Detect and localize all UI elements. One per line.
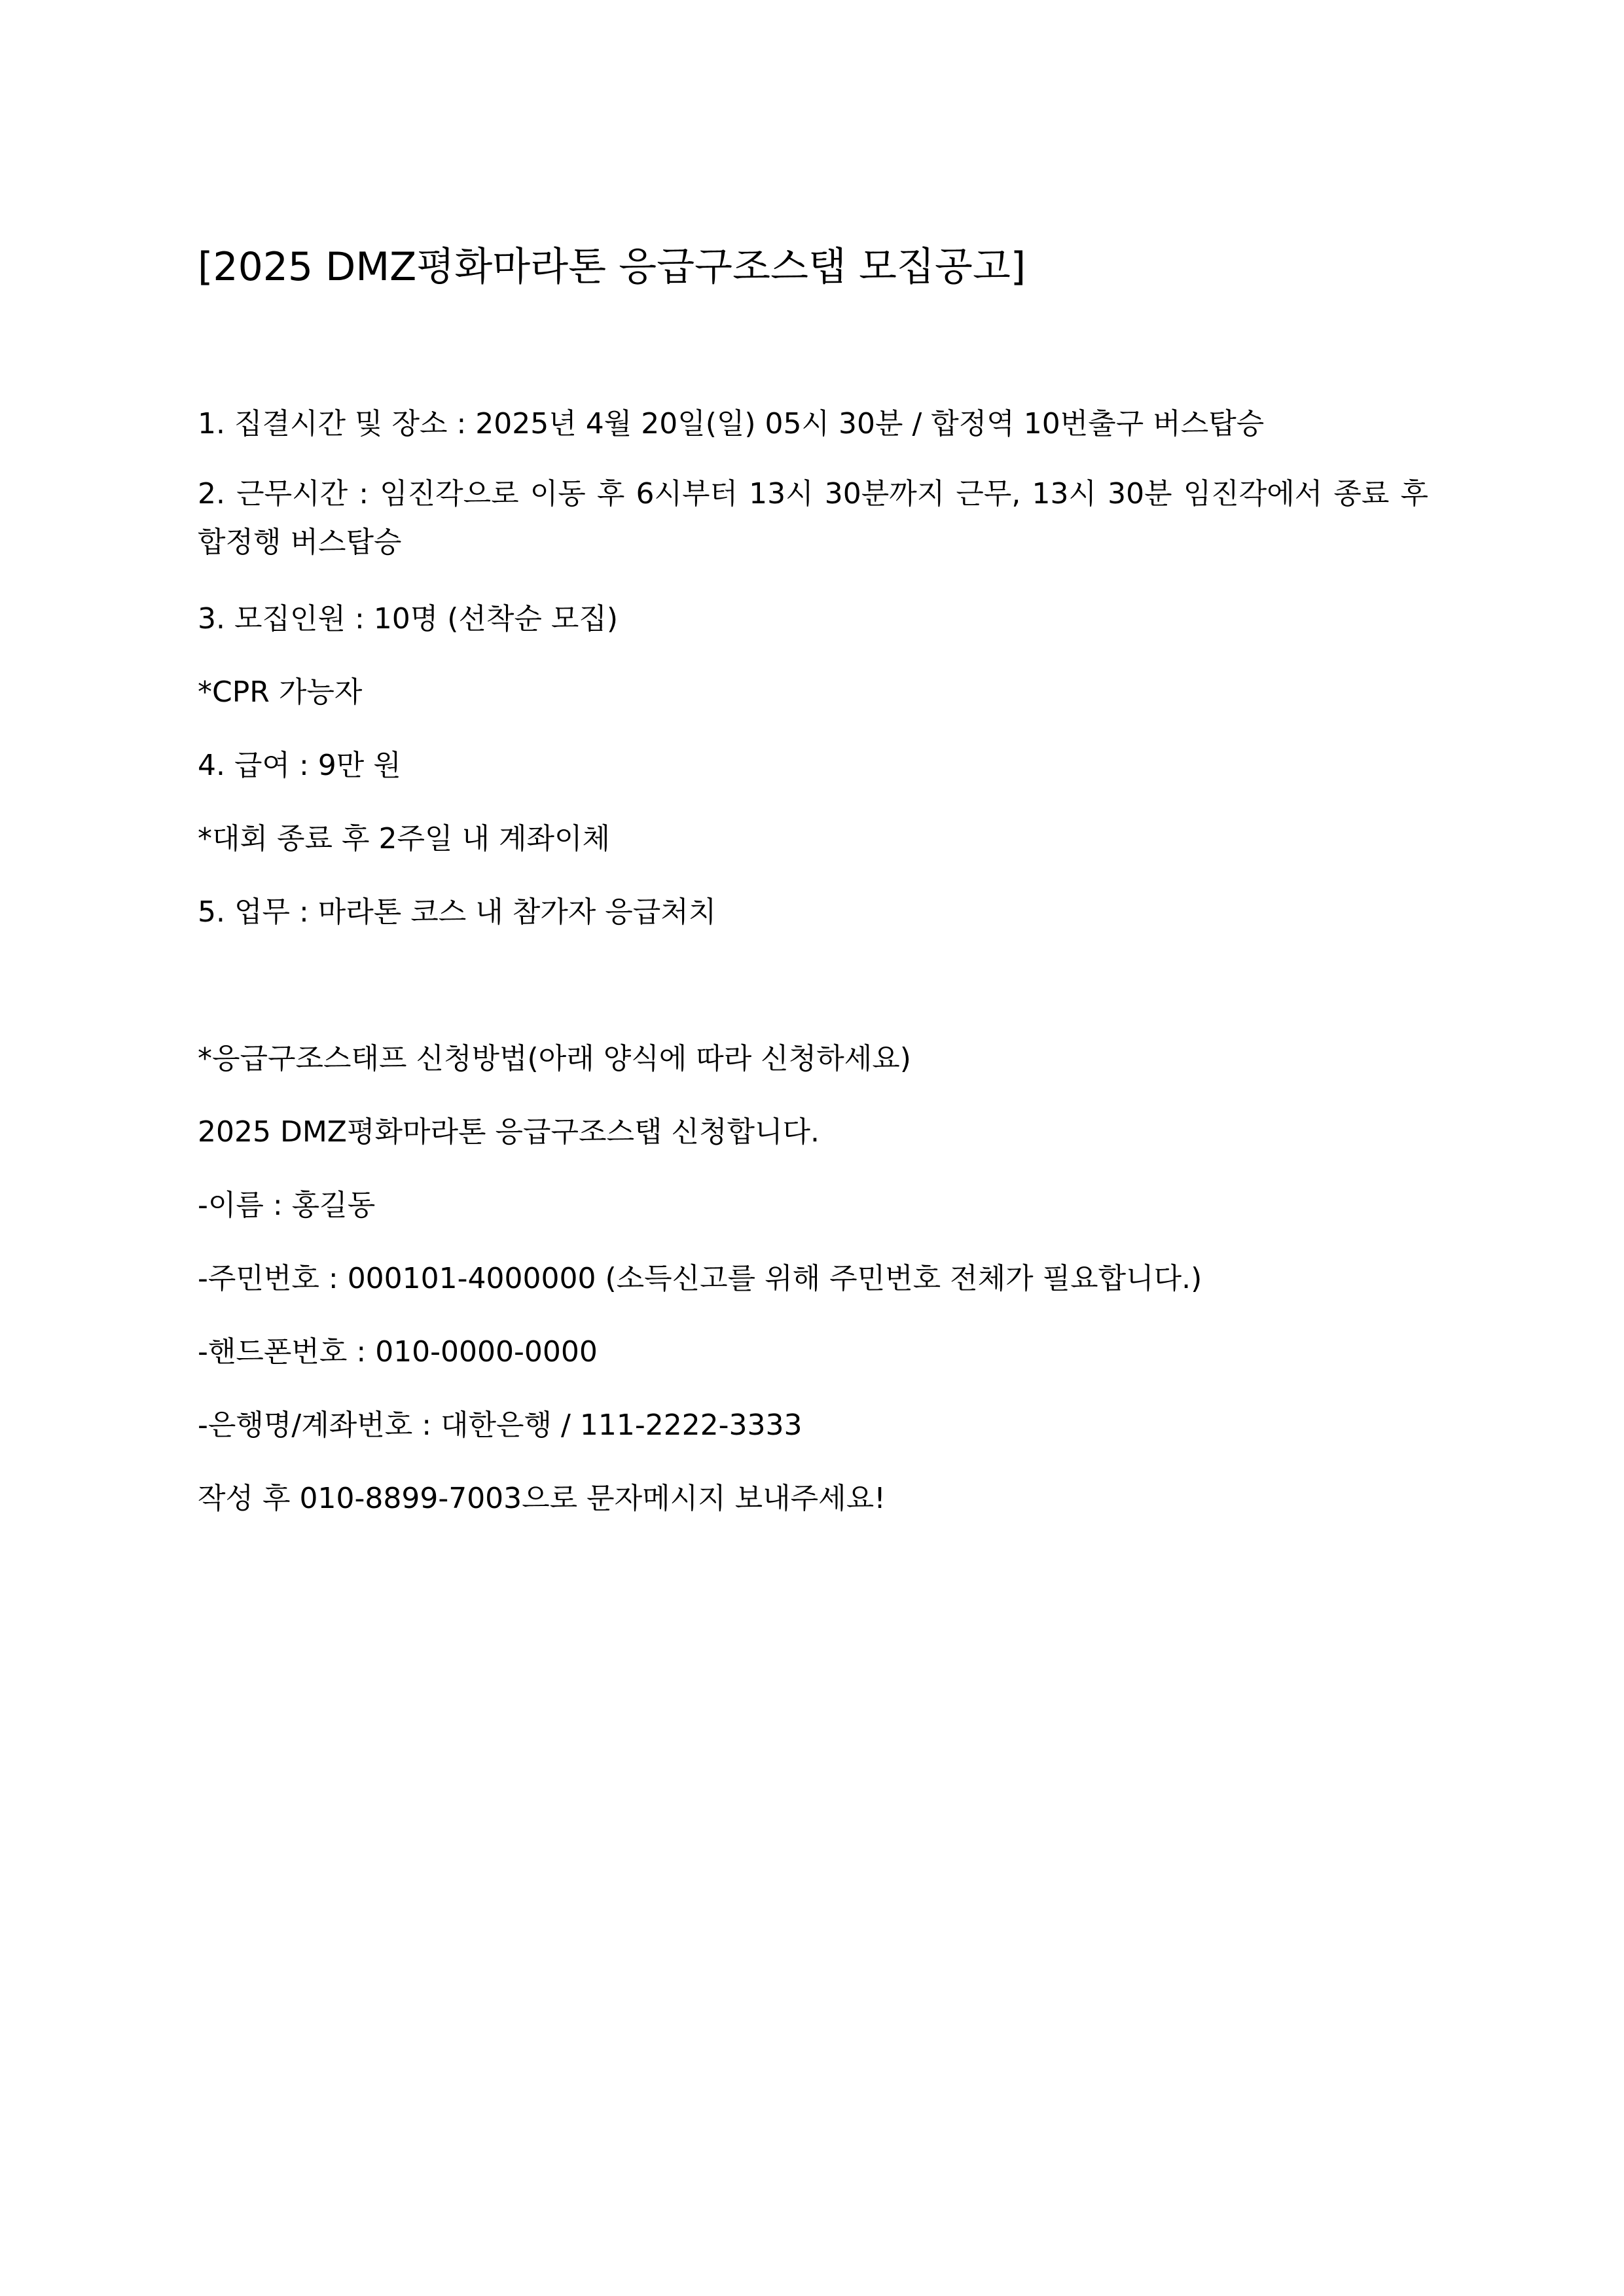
application-intro: 2025 DMZ평화마라톤 응급구조스탭 신청합니다. (198, 1115, 820, 1149)
application-phone: -핸드폰번호 : 010-0000-0000 (198, 1335, 598, 1369)
item-recruit-count: 3. 모집인원 : 10명 (선착순 모집) (198, 602, 619, 636)
note-cpr: *CPR 가능자 (198, 675, 363, 709)
item-gathering-time-place: 1. 집결시간 및 장소 : 2025년 4월 20일(일) 05시 30분 / 합정역 10번출구 버스탑승 (198, 407, 1265, 440)
item-pay: 4. 급여 : 9만 원 (198, 749, 401, 782)
note-payment: *대회 종료 후 2주일 내 계좌이체 (198, 822, 610, 855)
item-duty: 5. 업무 : 마라톤 코스 내 참가자 응급처치 (198, 895, 717, 929)
document-title: [2025 DMZ평화마라톤 응급구조스탭 모집공고] (198, 244, 1026, 290)
item-work-hours: 2. 근무시간 : 임진각으로 이동 후 6시부터 13시 30분까지 근무, 13시 30분 임진각에서 종료 후 합정행 버스탑승 (198, 477, 1428, 559)
application-heading: *응급구조스태프 신청방법(아래 양식에 따라 신청하세요) (198, 1042, 911, 1075)
application-resident-number: -주민번호 : 000101-4000000 (소득신고를 위해 주민번호 전체가 필요합니다.) (198, 1262, 1202, 1295)
application-name: -이름 : 홍길동 (198, 1189, 376, 1222)
application-closing: 작성 후 010-8899-7003으로 문자메시지 보내주세요! (198, 1482, 886, 1515)
application-bank: -은행명/계좌번호 : 대한은행 / 111-2222-3333 (198, 1408, 803, 1442)
